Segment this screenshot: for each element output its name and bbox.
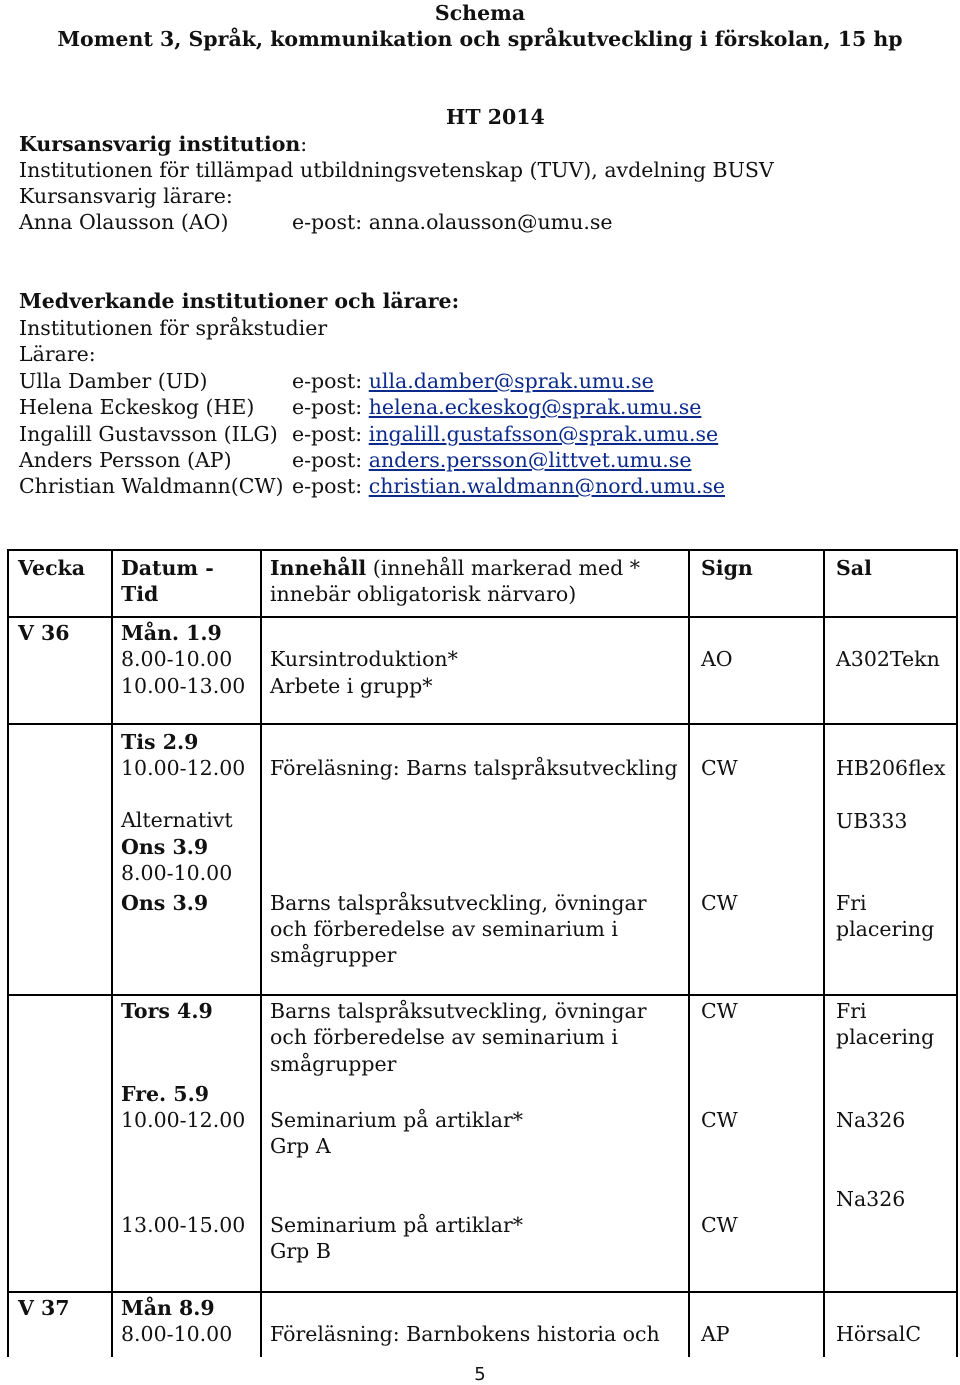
email-link[interactable]: christian.waldmann@nord.umu.se [368,474,726,498]
session-content: Seminarium på artiklar* [270,1108,524,1132]
session-content: och förberedelse av seminarium i [270,917,618,941]
teacher-name: Christian Waldmann(CW) [19,474,284,498]
session-room: HörsalC [836,1322,922,1346]
header-week: Vecka [18,556,86,580]
col-divider [823,549,825,1357]
contributing-institution: Institutionen för språkstudier [19,316,328,340]
responsible-teacher-email: e-post: anna.olausson@umu.se [292,210,613,234]
session-day: Mån 8.9 [121,1296,215,1320]
teacher-email: e-post: ulla.damber@sprak.umu.se [292,369,654,393]
session-room: Fri [836,999,867,1023]
session-alternative: Alternativt [121,808,233,832]
session-day: Fre. 5.9 [121,1082,209,1106]
session-day: Tis 2.9 [121,730,199,754]
contributing-teachers-label: Lärare: [19,342,96,366]
session-room: HB206flex [836,756,946,780]
col-divider [260,549,262,1357]
table-border [7,549,958,551]
week-label: V 36 [18,621,70,645]
session-content: smågrupper [270,943,397,967]
email-link[interactable]: helena.eckeskog@sprak.umu.se [368,395,702,419]
responsible-institution: Institutionen för tillämpad utbildningsvetenskap (TUV), avdelning BUSV [19,158,774,182]
session-sign: CW [701,891,738,915]
session-room: Fri [836,891,867,915]
row-divider [7,723,958,725]
header-room: Sal [836,556,872,580]
teacher-name: Helena Eckeskog (HE) [19,395,255,419]
header-time: Tid [121,582,159,606]
session-time: 13.00-15.00 [121,1213,246,1237]
header-sign: Sign [701,556,753,580]
row-divider [7,994,958,996]
session-content: Kursintroduktion* [270,647,458,671]
session-room: UB333 [836,809,908,833]
session-sign: CW [701,1213,738,1237]
email-link[interactable]: anders.persson@littvet.umu.se [368,448,692,472]
email-link[interactable]: ulla.damber@sprak.umu.se [368,369,654,393]
col-divider [7,549,9,1357]
teacher-email: e-post: helena.eckeskog@sprak.umu.se [292,395,702,419]
email-link[interactable]: ingalill.gustafsson@sprak.umu.se [368,422,719,446]
teacher-name: Anders Persson (AP) [19,448,232,472]
session-time: 10.00-13.00 [121,674,246,698]
session-day: Mån. 1.9 [121,621,222,645]
session-time: 8.00-10.00 [121,647,233,671]
session-content: Barns talspråksutveckling, övningar [270,891,647,915]
session-day: Ons 3.9 [121,891,209,915]
session-sign: CW [701,756,738,780]
session-room: A302Tekn [836,647,940,671]
session-time: 10.00-12.00 [121,756,246,780]
teacher-email: e-post: anders.persson@littvet.umu.se [292,448,692,472]
session-sign: AO [701,647,733,671]
page-number: 5 [474,1364,486,1385]
teacher-email: e-post: ingalill.gustafsson@sprak.umu.se [292,422,719,446]
contributing-heading: Medverkande institutioner och lärare: [19,289,460,313]
week-label: V 37 [18,1296,70,1320]
header-content-note: innebär obligatorisk närvaro) [270,582,577,606]
session-sign: CW [701,999,738,1023]
course-title: Moment 3, Språk, kommunikation och språkutveckling i förskolan, 15 hp [57,27,903,51]
responsible-teacher-label: Kursansvarig lärare: [19,184,233,208]
teacher-name: Ingalill Gustavsson (ILG) [19,422,278,446]
teacher-name: Ulla Damber (UD) [19,369,208,393]
session-room: Na326 [836,1187,906,1211]
session-content: smågrupper [270,1052,397,1076]
session-time: 8.00-10.00 [121,1322,233,1346]
session-content: Grp A [270,1134,331,1158]
session-content: Föreläsning: Barnbokens historia och [270,1322,660,1346]
session-time: 8.00-10.00 [121,861,233,885]
session-content: Arbete i grupp* [270,674,433,698]
header-content: Innehåll (innehåll markerad med * [270,556,641,580]
session-content: och förberedelse av seminarium i [270,1025,618,1049]
session-room: placering [836,1025,935,1049]
document-title: Schema [434,1,526,25]
session-day: Tors 4.9 [121,999,213,1023]
col-divider [688,549,690,1357]
session-sign: AP [701,1322,730,1346]
session-content: Seminarium på artiklar* [270,1213,524,1237]
session-content: Grp B [270,1239,331,1263]
term: HT 2014 [446,105,545,129]
teacher-email: e-post: christian.waldmann@nord.umu.se [292,474,726,498]
row-divider [7,1291,958,1293]
header-date: Datum - [121,556,214,580]
session-content: Föreläsning: Barns talspråksutveckling [270,756,678,780]
row-divider [7,616,958,618]
session-room: placering [836,917,935,941]
table-border [956,549,958,1357]
session-content: Barns talspråksutveckling, övningar [270,999,647,1023]
col-divider [111,549,113,1357]
session-sign: CW [701,1108,738,1132]
session-day: Ons 3.9 [121,835,209,859]
session-room: Na326 [836,1108,906,1132]
responsible-teacher-name: Anna Olausson (AO) [19,210,229,234]
responsible-institution-label: Kursansvarig institution: [19,132,308,156]
session-time: 10.00-12.00 [121,1108,246,1132]
